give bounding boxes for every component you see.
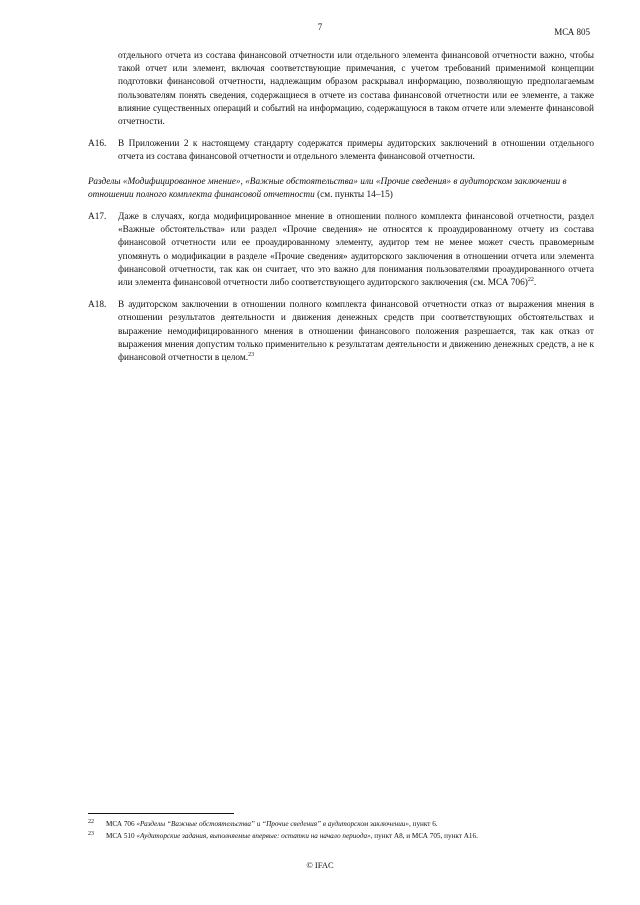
paragraph-number-a16: A16. bbox=[88, 139, 107, 150]
paragraph-tail-a17: . bbox=[533, 278, 537, 289]
section-heading bbox=[88, 176, 594, 202]
paragraph-number-a17: A17. bbox=[88, 212, 107, 223]
paragraph-text-a16: В Приложении 2 к настоящему стандарту содержатся примеры аудиторских заключений в отношении отдельного отчета из состава финансовой отчетности и отдельного элемента финансовой отчетности. bbox=[118, 139, 594, 163]
header-standard-code: МСА 805 bbox=[554, 27, 590, 37]
paragraph-number-a18: A18. bbox=[88, 300, 107, 311]
paragraph-a17 bbox=[88, 211, 594, 290]
footnotes bbox=[88, 818, 594, 842]
copyright-footer: © IFAC bbox=[306, 860, 334, 870]
paragraph-a18 bbox=[88, 299, 594, 365]
footnote-title: «Аудиторские задания, выполняемые впервые: остатки на начало периода» bbox=[136, 832, 371, 840]
paragraph-a16 bbox=[88, 138, 594, 164]
main-text bbox=[88, 50, 594, 365]
footnote-mark: 22 bbox=[88, 819, 94, 825]
footnote-22 bbox=[88, 818, 594, 830]
footnote-ref-23: 23 bbox=[248, 351, 255, 358]
footnote-divider bbox=[88, 813, 234, 814]
section-heading-reference: (см. пункты 14–15) bbox=[314, 189, 393, 200]
paragraph-text-a17: Даже в случаях, когда модифицированное мнение в отношении полного комплекта финансовой отчетности, раздел «Важные обстоятельства» или раздел «Прочие сведения» не относятся к проаудированному отчету из состава финансовой отчетности или ее проаудированному элементу, аудитор тем не менее может счесть правомерным упомянуть о модификации в разделе «Прочие сведения» аудиторского заключения в отношении отчета или элемента финансовой отчетности, так как он считает, что это важно для понимания пользователями проаудированного отчета или элемента финансовой отчетности либо соответствующего аудиторского заключения (см. МСА 706) bbox=[118, 212, 594, 289]
footnote-ref-22: 22 bbox=[527, 276, 534, 283]
page-number: 7 bbox=[317, 22, 323, 32]
footnote-suffix: , пункт 6. bbox=[409, 820, 438, 828]
paragraph-text-a18: В аудиторском заключении в отношении полного комплекта финансовой отчетности отказ от выражения мнения в отношении результатов деятельности и движения денежных средств при соответствующих обстоятельствах и выражение немодифицированного мнения в отношении финансового положения разрешается, так как отказ от выражения мнения допустим только применительно к результатам деятельности и движению денежных средств, а не к финансовой отчетности в целом. bbox=[118, 300, 594, 364]
footnote-prefix: МСА 510 bbox=[106, 832, 137, 840]
footnote-mark: 23 bbox=[88, 831, 94, 837]
section-heading-title: Разделы «Модифицированное мнение», «Важные обстоятельства» или «Прочие сведения» в аудиторском заключении в отношении полного комплекта финансовой отчетности bbox=[88, 176, 567, 200]
paragraph-continuation: отдельного отчета из состава финансовой отчетности или отдельного элемента финансовой отчетности важно, чтобы такой отчет или элемент, включая соответствующие примечания, с учетом требований применимой концепции подготовки финансовой отчетности, надлежащим образом раскрывал информацию, позволяющую предполагаемым пользователям понять сведения, содержащиеся в отчете из состава финансовой отчетности или ее элементе, а также влияние существенных операций и событий на информацию, содержащуюся в таком отчете или элементе финансовой отчетности. bbox=[118, 51, 594, 128]
footnote-suffix: , пункт A8, и МСА 705, пункт A16. bbox=[370, 832, 478, 840]
footnote-prefix: МСА 706 bbox=[106, 820, 137, 828]
footnote-23 bbox=[88, 830, 594, 842]
footnote-title: «Разделы “Важные обстоятельства” и “Прочие сведения” в аудиторском заключении» bbox=[136, 820, 409, 828]
